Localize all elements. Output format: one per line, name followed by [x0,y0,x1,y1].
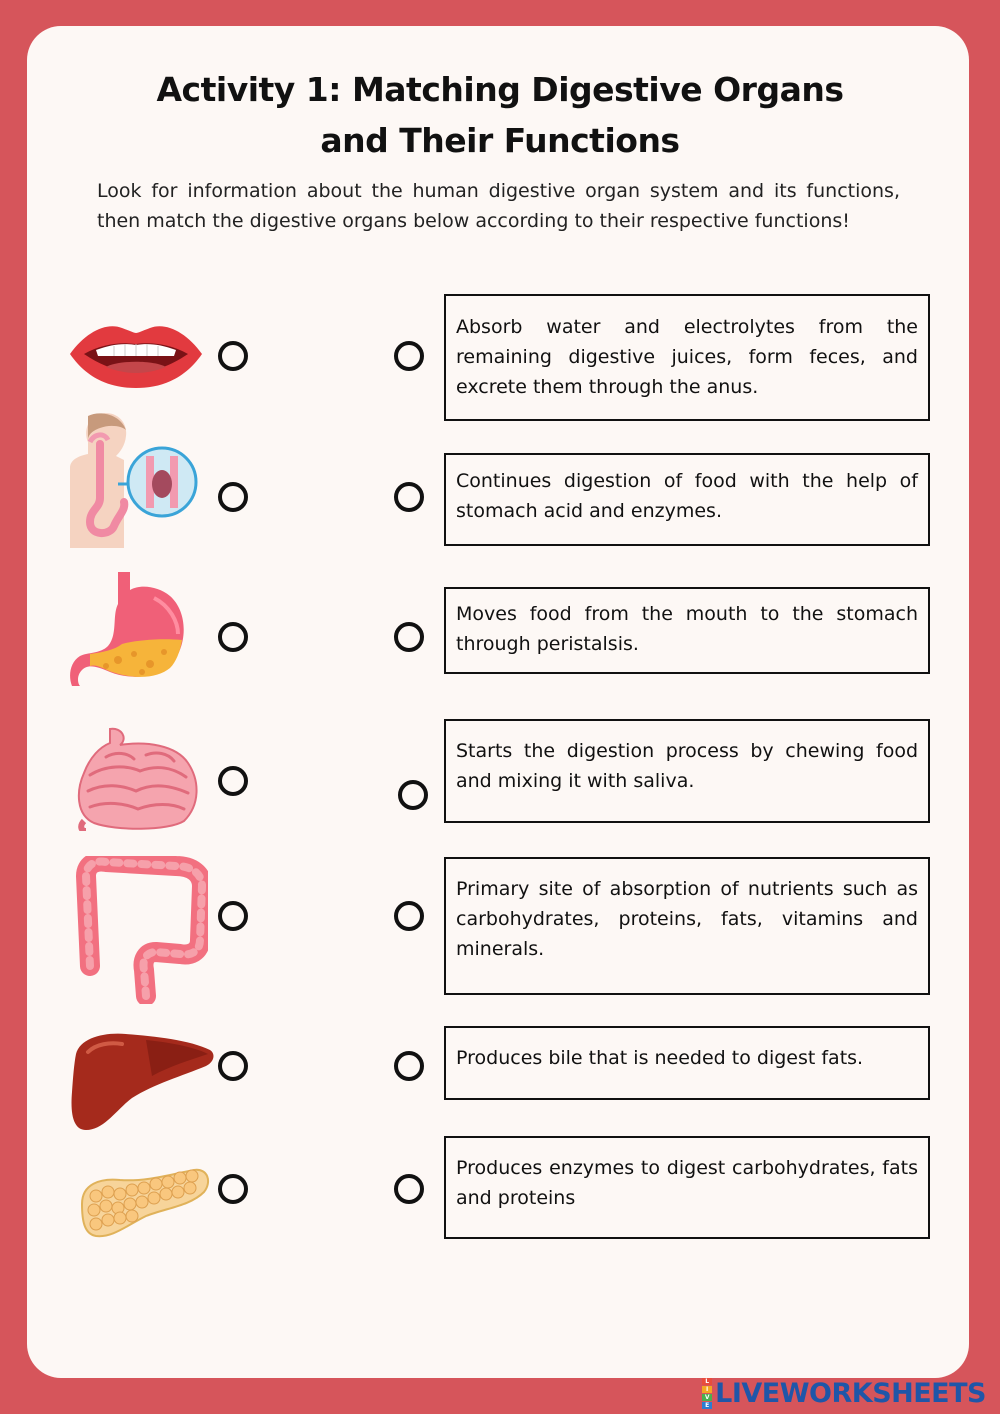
organ-match-dot-7[interactable] [218,1174,248,1204]
function-match-dot-7[interactable] [394,1174,424,1204]
worksheet-title-line1: Activity 1: Matching Digestive Organs [156,70,844,109]
function-text-5: Primary site of absorption of nutrients such as carbohydrates, proteins, fats, vitamins and minerals. [456,878,918,960]
function-box-3 [444,587,930,674]
worksheet-title-line2: and Their Functions [320,121,680,160]
function-text-4: Starts the digestion process by chewing food and mixing it with saliva. [456,740,918,792]
liveworksheets-logo [702,1378,986,1408]
function-box-5 [444,857,930,995]
function-box-2 [444,453,930,546]
stomach-icon [66,568,192,688]
pancreas-icon [76,1164,212,1242]
function-match-dot-6[interactable] [394,1051,424,1081]
mouth-icon [66,318,206,390]
function-match-dot-4[interactable] [398,780,428,810]
function-match-dot-3[interactable] [394,622,424,652]
organ-match-dot-4[interactable] [218,766,248,796]
function-box-1 [444,294,930,421]
organ-match-dot-1[interactable] [218,341,248,371]
function-text-2: Continues digestion of food with the help of stomach acid and enzymes. [456,470,918,522]
function-text-6: Produces bile that is needed to digest fats. [456,1047,864,1069]
organ-match-dot-3[interactable] [218,622,248,652]
liveworksheets-mark: L I V E [702,1378,712,1409]
large-intestine-icon [72,856,208,1004]
function-text-7: Produces enzymes to digest carbohydrates, fats and proteins [456,1157,918,1209]
function-text-3: Moves food from the mouth to the stomach through peristalsis. [456,603,918,655]
function-box-7 [444,1136,930,1239]
function-box-6 [444,1026,930,1100]
small-intestine-icon [76,725,202,831]
liver-icon [70,1032,216,1132]
liveworksheets-wordmark: LIVEWORKSHEETS [715,1377,986,1409]
function-text-1: Absorb water and electrolytes from the remaining digestive juices, form feces, and excrete them through the anus. [456,316,918,398]
organ-match-dot-6[interactable] [218,1051,248,1081]
organ-match-dot-5[interactable] [218,901,248,931]
organ-match-dot-2[interactable] [218,482,248,512]
worksheet-instructions: Look for information about the human digestive organ system and its functions, then match the digestive organs below according to their respective functions! [97,180,900,232]
function-match-dot-1[interactable] [394,341,424,371]
esophagus-icon [70,412,200,548]
function-match-dot-2[interactable] [394,482,424,512]
function-box-4 [444,719,930,823]
function-match-dot-5[interactable] [394,901,424,931]
